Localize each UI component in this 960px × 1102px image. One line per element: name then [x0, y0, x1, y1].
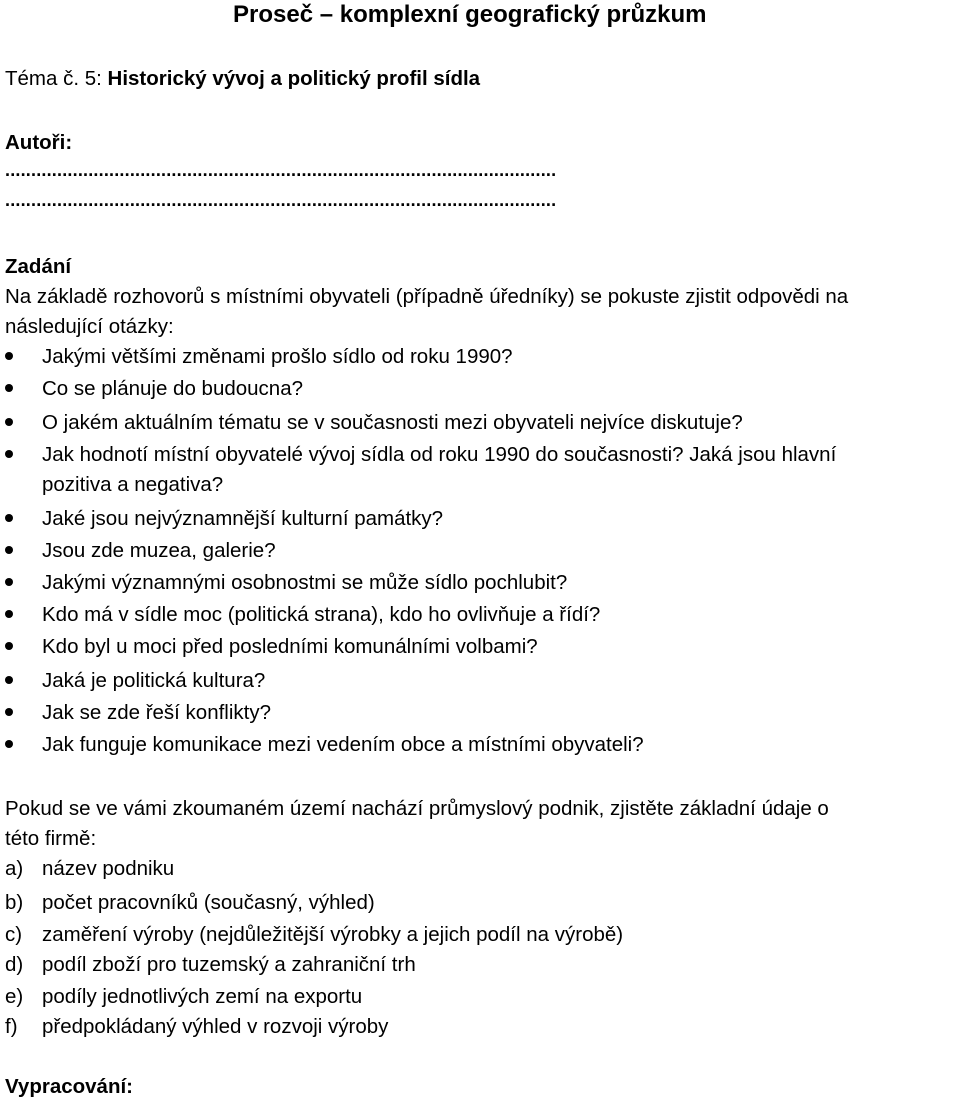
item-text: podíly jednotlivých zemí na exportu [42, 985, 363, 1008]
question-text: Jakými významnými osobnostmi se může sídlo pochlubit? [42, 571, 568, 594]
question-text: Jak funguje komunikace mezi vedením obce a místními obyvateli? [42, 733, 644, 756]
bullet-icon [5, 676, 13, 684]
item-marker: c) [5, 923, 23, 946]
topic-line [5, 66, 480, 92]
industry-intro-line-1: Pokud se ve vámi zkoumaném území nachází průmyslový podnik, zjistěte základní údaje o [5, 797, 829, 820]
question-text: Jaká je politická kultura? [42, 669, 266, 692]
question-text: Jak se zde řeší konflikty? [42, 701, 272, 724]
question-text: O jakém aktuálním tématu se v současnosti mezi obyvateli nejvíce diskutuje? [42, 411, 743, 434]
item-text: počet pracovníků (současný, výhled) [42, 891, 375, 914]
assignment-intro-line-2: následující otázky: [5, 315, 174, 338]
authors-label: Autoři: [5, 131, 73, 154]
item-text: podíl zboží pro tuzemský a zahraniční trh [42, 953, 416, 976]
item-marker: a) [5, 857, 24, 880]
item-marker: e) [5, 985, 24, 1008]
item-marker: f) [5, 1015, 18, 1038]
question-text: pozitiva a negativa? [42, 473, 224, 496]
authors-dots-line-1: .......................................................................................................... [5, 160, 557, 180]
topic-title: Historický vývoj a politický profil sídla [107, 67, 481, 90]
bullet-icon [5, 578, 13, 586]
bullet-icon [5, 418, 13, 426]
question-text: Jakými většími změnami prošlo sídlo od roku 1990? [42, 345, 513, 368]
bullet-icon [5, 610, 13, 618]
item-text: název podniku [42, 857, 175, 880]
bullet-icon [5, 450, 13, 458]
bullet-icon [5, 514, 13, 522]
item-marker: b) [5, 891, 24, 914]
authors-dots-line-2: .......................................................................................................... [5, 190, 557, 210]
bullet-icon [5, 708, 13, 716]
question-text: Jsou zde muzea, galerie? [42, 539, 276, 562]
question-text: Co se plánuje do budoucna? [42, 377, 304, 400]
page-title: Proseč – komplexní geografický průzkum [233, 1, 707, 28]
bullet-icon [5, 352, 13, 360]
bullet-icon [5, 642, 13, 650]
elaboration-label: Vypracování: [5, 1075, 133, 1098]
question-text: Jak hodnotí místní obyvatelé vývoj sídla od roku 1990 do současnosti? Jaká jsou hlavní [42, 443, 837, 466]
bullet-icon [5, 740, 13, 748]
question-text: Kdo byl u moci před posledními komunálními volbami? [42, 635, 538, 658]
item-marker: d) [5, 953, 24, 976]
item-text: předpokládaný výhled v rozvoji výroby [42, 1015, 389, 1038]
assignment-intro-line-1: Na základě rozhovorů s místními obyvateli (případně úředníky) se pokuste zjistit odpovědi na [5, 285, 849, 308]
industry-intro-line-2: této firmě: [5, 827, 97, 850]
question-text: Kdo má v sídle moc (politická strana), kdo ho ovlivňuje a řídí? [42, 603, 601, 626]
assignment-heading: Zadání [5, 255, 72, 278]
question-text: Jaké jsou nejvýznamnější kulturní památky? [42, 507, 444, 530]
topic-prefix: Téma č. 5: [5, 67, 108, 90]
bullet-icon [5, 546, 13, 554]
bullet-icon [5, 384, 13, 392]
item-text: zaměření výroby (nejdůležitější výrobky a jejich podíl na výrobě) [42, 923, 624, 946]
